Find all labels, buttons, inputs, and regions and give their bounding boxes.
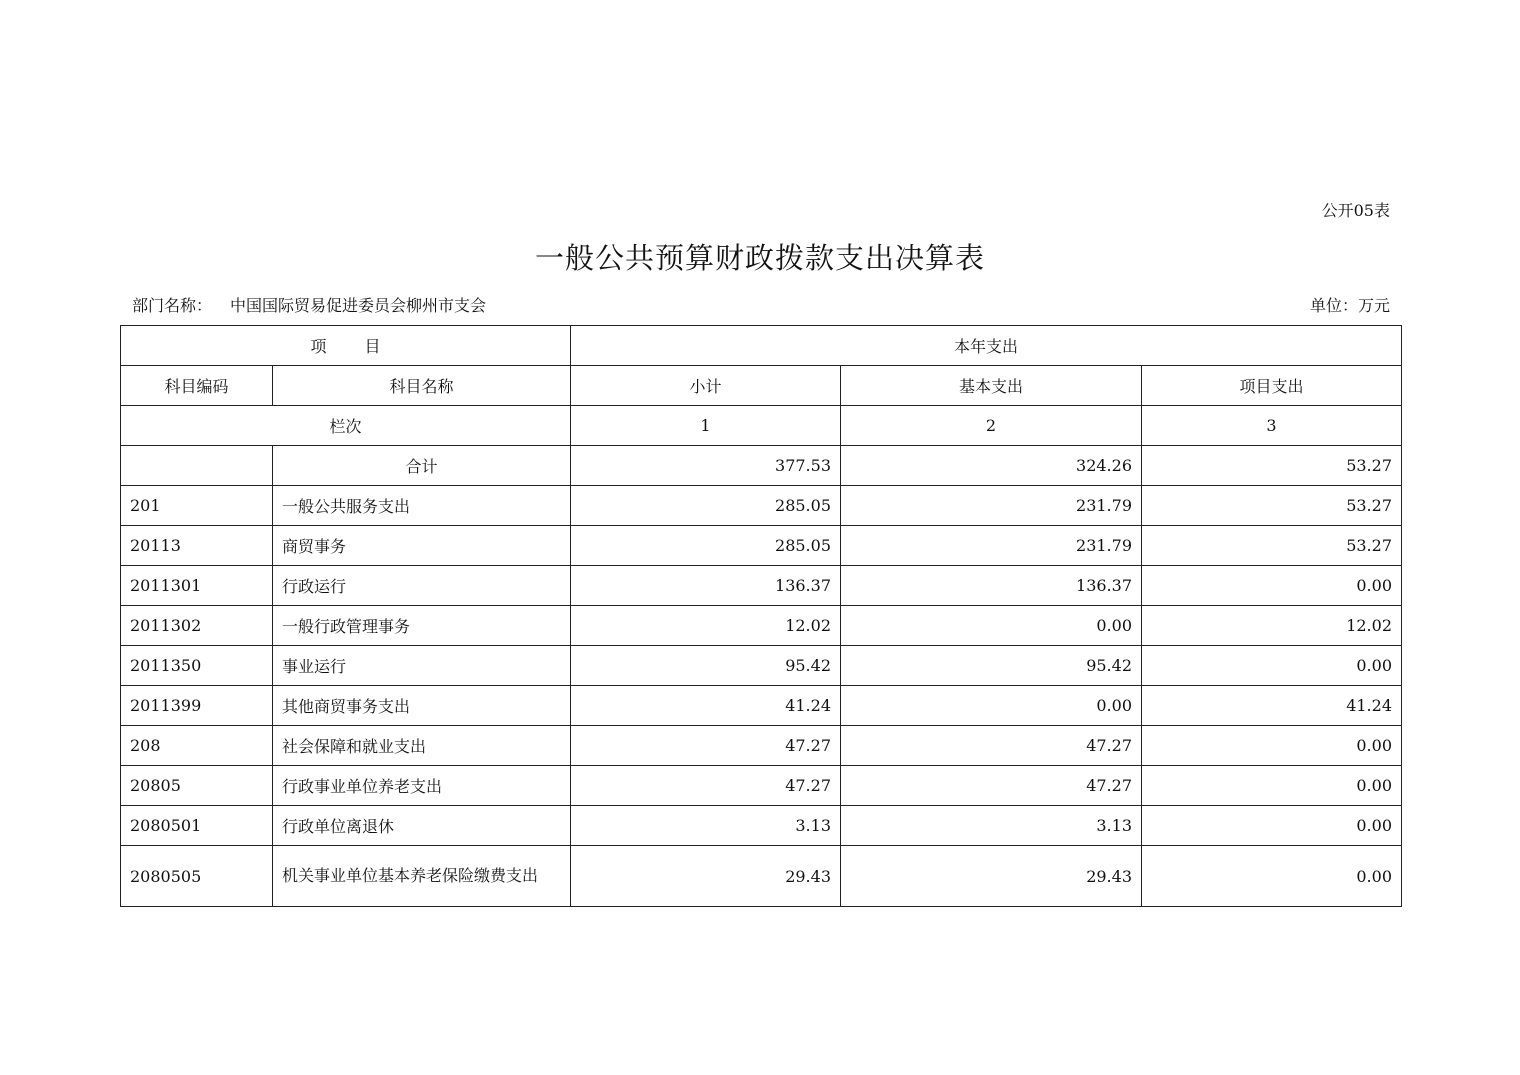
row-code: 2011399: [121, 686, 273, 726]
page-title: 一般公共预算财政拨款支出决算表: [534, 241, 985, 275]
row-project: 0.00: [1142, 646, 1402, 686]
row-project: 53.27: [1142, 526, 1402, 566]
department-line: [132, 294, 486, 318]
row-basic: 47.27: [841, 766, 1142, 806]
expenditure-table: [120, 325, 1402, 907]
row-subtotal: 95.42: [571, 646, 841, 686]
column-index-1: 1: [571, 406, 841, 446]
department-label: 部门名称：: [132, 296, 213, 315]
row-basic: 136.37: [841, 566, 1142, 606]
header-row-3: [121, 406, 1402, 446]
total-basic: 324.26: [841, 446, 1142, 486]
header-row-2: [121, 366, 1402, 406]
form-code: 公开05表: [1321, 201, 1390, 220]
table-row: [121, 646, 1402, 686]
table-row: [121, 766, 1402, 806]
row-name: 行政运行: [273, 566, 571, 606]
header-subtotal: 小计: [571, 366, 841, 406]
row-subtotal: 3.13: [571, 806, 841, 846]
table-row: [121, 526, 1402, 566]
table-row: [121, 806, 1402, 846]
table-row: [121, 686, 1402, 726]
row-subtotal: 136.37: [571, 566, 841, 606]
row-basic: 231.79: [841, 486, 1142, 526]
row-code: 20805: [121, 766, 273, 806]
row-subtotal: 47.27: [571, 766, 841, 806]
row-subtotal: 12.02: [571, 606, 841, 646]
row-basic: 95.42: [841, 646, 1142, 686]
header-item: [121, 326, 571, 366]
row-code: 2080505: [121, 846, 273, 907]
row-name: 行政事业单位养老支出: [273, 766, 571, 806]
row-project: 41.24: [1142, 686, 1402, 726]
header-basic: 基本支出: [841, 366, 1142, 406]
column-index-2: 2: [841, 406, 1142, 446]
header-item-part1: 项: [310, 337, 327, 356]
row-project: 0.00: [1142, 726, 1402, 766]
row-basic: 231.79: [841, 526, 1142, 566]
column-index-3: 3: [1142, 406, 1402, 446]
row-basic: 0.00: [841, 606, 1142, 646]
row-name: 机关事业单位基本养老保险缴费支出: [273, 846, 571, 907]
total-project: 53.27: [1142, 446, 1402, 486]
row-name: 其他商贸事务支出: [273, 686, 571, 726]
row-project: 12.02: [1142, 606, 1402, 646]
row-project: 53.27: [1142, 486, 1402, 526]
row-name: 一般公共服务支出: [273, 486, 571, 526]
row-subtotal: 285.05: [571, 486, 841, 526]
row-basic: 29.43: [841, 846, 1142, 907]
table-row: [121, 486, 1402, 526]
total-row: [121, 446, 1402, 486]
table-row: [121, 606, 1402, 646]
header-project: 项目支出: [1142, 366, 1402, 406]
row-code: 2011350: [121, 646, 273, 686]
row-subtotal: 29.43: [571, 846, 841, 907]
row-basic: 0.00: [841, 686, 1142, 726]
row-name: 事业运行: [273, 646, 571, 686]
row-project: 0.00: [1142, 566, 1402, 606]
row-name: 行政单位离退休: [273, 806, 571, 846]
row-code: 2011301: [121, 566, 273, 606]
header-item-part2: 目: [364, 337, 381, 356]
table-row: [121, 566, 1402, 606]
header-row-1: [121, 326, 1402, 366]
table-row: [121, 846, 1402, 907]
row-code: 208: [121, 726, 273, 766]
total-subtotal: 377.53: [571, 446, 841, 486]
column-index-label: 栏次: [121, 406, 571, 446]
row-basic: 47.27: [841, 726, 1142, 766]
table-row: [121, 726, 1402, 766]
row-basic: 3.13: [841, 806, 1142, 846]
header-code: 科目编码: [121, 366, 273, 406]
row-name: 商贸事务: [273, 526, 571, 566]
total-label: 合计: [273, 446, 571, 486]
row-subtotal: 285.05: [571, 526, 841, 566]
row-name: 一般行政管理事务: [273, 606, 571, 646]
total-code: [121, 446, 273, 486]
row-project: 0.00: [1142, 766, 1402, 806]
row-subtotal: 47.27: [571, 726, 841, 766]
row-project: 0.00: [1142, 846, 1402, 907]
row-code: 201: [121, 486, 273, 526]
header-current-year: 本年支出: [571, 326, 1402, 366]
row-code: 2080501: [121, 806, 273, 846]
unit-label: 单位：万元: [1309, 296, 1390, 315]
row-name: 社会保障和就业支出: [273, 726, 571, 766]
header-name: 科目名称: [273, 366, 571, 406]
department-name: 中国国际贸易促进委员会柳州市支会: [230, 296, 487, 315]
row-subtotal: 41.24: [571, 686, 841, 726]
row-code: 2011302: [121, 606, 273, 646]
row-code: 20113: [121, 526, 273, 566]
row-project: 0.00: [1142, 806, 1402, 846]
